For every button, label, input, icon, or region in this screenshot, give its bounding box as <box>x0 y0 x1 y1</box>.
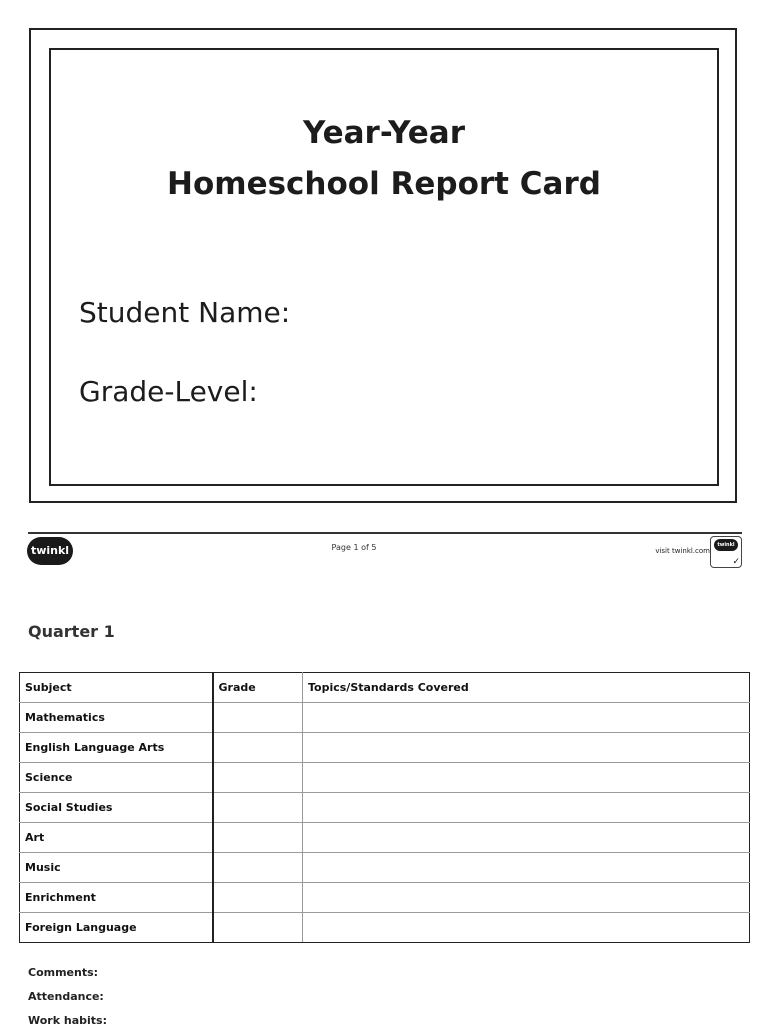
column-header-subject: Subject <box>20 673 213 703</box>
work-habits-label: Work habits: <box>28 1014 107 1027</box>
cover-title-year: Year-Year <box>303 115 465 151</box>
topics-cell[interactable] <box>303 883 750 913</box>
student-name-label: Student Name: <box>79 296 291 329</box>
quality-badge-icon <box>710 536 742 568</box>
grade-cell[interactable] <box>213 703 303 733</box>
column-header-grade: Grade <box>213 673 303 703</box>
grade-cell[interactable] <box>213 793 303 823</box>
grade-cell[interactable] <box>213 913 303 943</box>
topics-cell[interactable] <box>303 853 750 883</box>
topics-cell[interactable] <box>303 703 750 733</box>
visit-link[interactable]: visit twinkl.com <box>655 547 710 555</box>
table-row <box>20 913 750 943</box>
table-row <box>20 883 750 913</box>
report-card-table <box>19 672 750 943</box>
subject-cell: Music <box>20 853 213 883</box>
subject-cell: Enrichment <box>20 883 213 913</box>
footer-divider <box>28 532 742 534</box>
topics-cell[interactable] <box>303 793 750 823</box>
subject-cell: Social Studies <box>20 793 213 823</box>
table-row <box>20 763 750 793</box>
grade-cell[interactable] <box>213 853 303 883</box>
table-header-row <box>20 673 750 703</box>
badge-logo: twinkl <box>714 539 738 551</box>
grade-cell[interactable] <box>213 733 303 763</box>
table-row <box>20 823 750 853</box>
topics-cell[interactable] <box>303 823 750 853</box>
page-number: Page 1 of 5 <box>331 543 377 552</box>
quarter-heading: Quarter 1 <box>28 622 115 641</box>
table-row <box>20 703 750 733</box>
topics-cell[interactable] <box>303 913 750 943</box>
grade-level-label: Grade-Level: <box>79 375 258 408</box>
column-header-topics: Topics/Standards Covered <box>303 673 750 703</box>
table-row <box>20 853 750 883</box>
cover-title-report-card: Homeschool Report Card <box>167 166 601 202</box>
table-row <box>20 733 750 763</box>
subject-cell: Mathematics <box>20 703 213 733</box>
attendance-label: Attendance: <box>28 990 104 1003</box>
grade-cell[interactable] <box>213 823 303 853</box>
comments-label: Comments: <box>28 966 99 979</box>
grade-cell[interactable] <box>213 763 303 793</box>
subject-cell: Science <box>20 763 213 793</box>
grade-cell[interactable] <box>213 883 303 913</box>
check-icon: ✓ <box>732 557 740 567</box>
topics-cell[interactable] <box>303 733 750 763</box>
topics-cell[interactable] <box>303 763 750 793</box>
table-row <box>20 793 750 823</box>
twinkl-logo: twinkl <box>27 537 73 565</box>
subject-cell: English Language Arts <box>20 733 213 763</box>
subject-cell: Foreign Language <box>20 913 213 943</box>
subject-cell: Art <box>20 823 213 853</box>
